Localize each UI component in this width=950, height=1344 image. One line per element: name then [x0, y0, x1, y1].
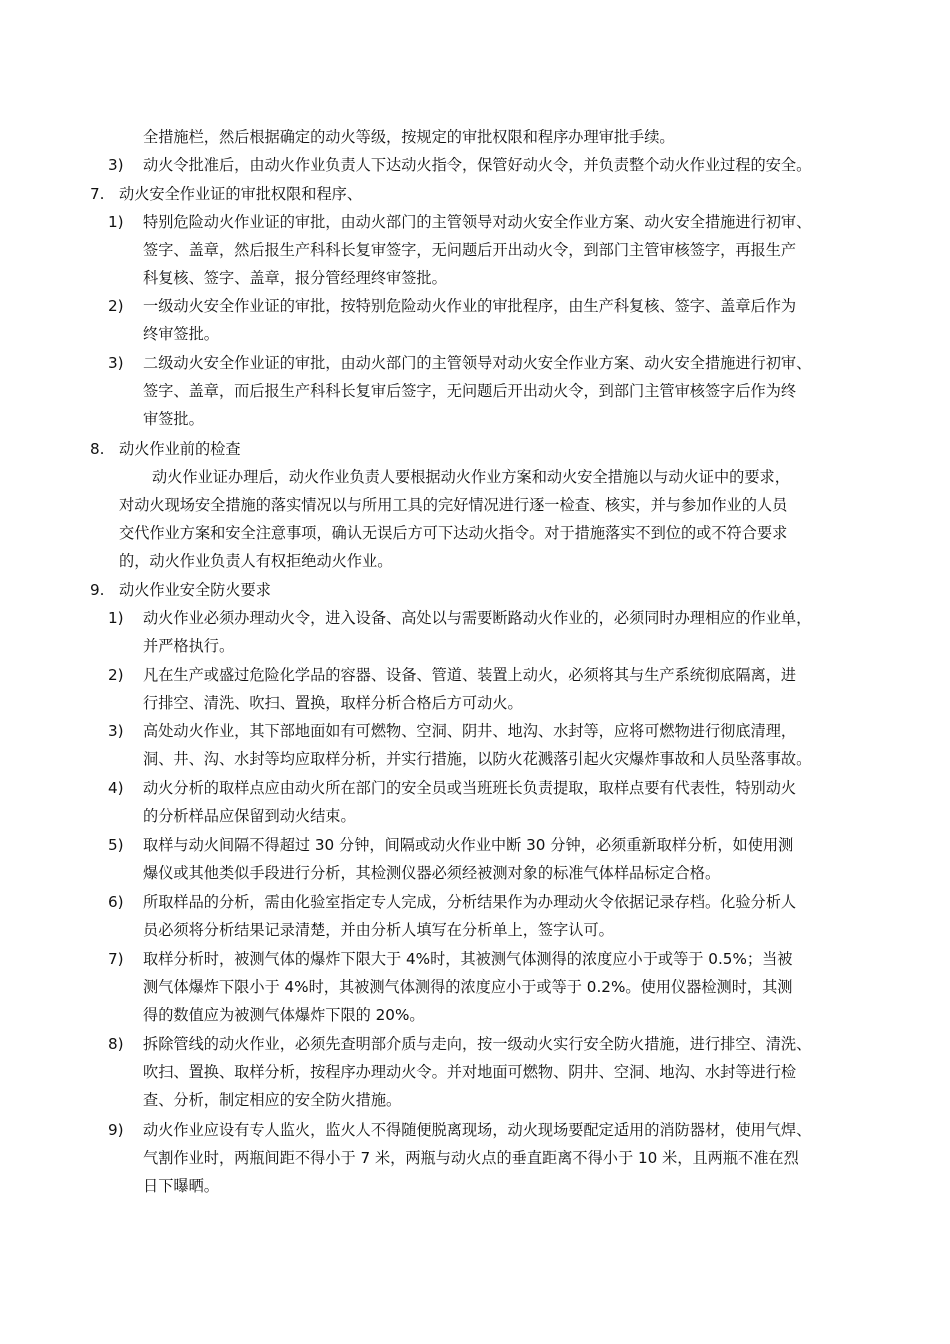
section-heading: 动火安全作业证的审批权限和程序、 [119, 185, 362, 203]
paragraph-line: 对动火现场安全措施的落实情况以与所用工具的完好情况进行逐一检查、核实，并与参加作业的人员 [119, 496, 788, 514]
paragraph-line: 科复核、签字、盖章，报分管经理终审签批。 [143, 269, 447, 287]
list-number: 2) [108, 666, 124, 684]
list-number: 3) [108, 156, 124, 174]
paragraph-line: 员必须将分析结果记录清楚，并由分析人填写在分析单上，签字认可。 [143, 921, 614, 939]
paragraph-line: 爆仪或其他类似手段进行分析，其检测仪器必须经被测对象的标准气体样品标定合格。 [143, 864, 721, 882]
list-number: 3) [108, 722, 124, 740]
paragraph-line: 高处动火作业，其下部地面如有可燃物、空洞、阴井、地沟、水封等，应将可燃物进行彻底清理， [143, 722, 797, 740]
list-number: 1) [108, 213, 124, 231]
paragraph-line: 吹扫、置换、取样分析，按程序办理动火令。并对地面可燃物、阴井、空洞、地沟、水封等进行检 [143, 1063, 797, 1081]
list-number: 6) [108, 893, 124, 911]
list-number: 1) [108, 609, 124, 627]
paragraph-line: 动火作业应设有专人监火，监火人不得随便脱离现场，动火现场要配定适用的消防器材，使用气焊、 [143, 1121, 812, 1139]
paragraph-line: 一级动火安全作业证的审批，按特别危险动火作业的审批程序，由生产科复核、签字、盖章后作为 [143, 297, 797, 315]
paragraph-line: 动火令批准后，由动火作业负责人下达动火指令，保管好动火令，并负责整个动火作业过程的安全。 [143, 156, 812, 174]
section-number: 9. [90, 581, 105, 599]
section-heading: 动火作业安全防火要求 [119, 581, 271, 599]
paragraph-line: 全措施栏，然后根据确定的动火等级，按规定的审批权限和程序办理审批手续。 [143, 128, 675, 146]
paragraph-line: 特别危险动火作业证的审批，由动火部门的主管领导对动火安全作业方案、动火安全措施进行初审、 [143, 213, 812, 231]
paragraph-line: 审签批。 [143, 410, 204, 428]
paragraph-line: 气割作业时，两瓶间距不得小于 7 米，两瓶与动火点的垂直距离不得小于 10 米，且两瓶不准在烈 [143, 1149, 799, 1167]
paragraph-line: 交代作业方案和安全注意事项，确认无误后方可下达动火指令。对于措施落实不到位的或不符合要求 [119, 524, 788, 542]
paragraph-line: 签字、盖章，然后报生产科科长复审签字，无问题后开出动火令，到部门主管审核签字，再报生产 [143, 241, 797, 259]
paragraph-line: 所取样品的分析，需由化验室指定专人完成，分析结果作为办理动火令依据记录存档。化验分析人 [143, 893, 797, 911]
section-heading: 动火作业前的检查 [119, 440, 241, 458]
paragraph-line: 测气体爆炸下限小于 4%时，其被测气体测得的浓度应小于或等于 0.2%。使用仪器检测时，其测 [143, 978, 793, 996]
paragraph-line: 二级动火安全作业证的审批，由动火部门的主管领导对动火安全作业方案、动火安全措施进行初审、 [143, 354, 812, 372]
paragraph-line: 动火作业证办理后，动火作业负责人要根据动火作业方案和动火安全措施以与动火证中的要求， [152, 468, 790, 486]
list-number: 7) [108, 950, 124, 968]
paragraph-line: 的分析样品应保留到动火结束。 [143, 807, 356, 825]
paragraph-line: 拆除管线的动火作业，必须先查明部介质与走向，按一级动火实行安全防火措施，进行排空、清洗、 [143, 1035, 812, 1053]
section-number: 8. [90, 440, 105, 458]
paragraph-line: 动火分析的取样点应由动火所在部门的安全员或当班班长负责提取，取样点要有代表性，特别动火 [143, 779, 797, 797]
paragraph-line: 并严格执行。 [143, 637, 235, 655]
paragraph-line: 查、分析，制定相应的安全防火措施。 [143, 1091, 402, 1109]
paragraph-line: 取样分析时，被测气体的爆炸下限大于 4%时，其被测气体测得的浓度应小于或等于 0.5%；当被 [143, 950, 793, 968]
paragraph-line: 签字、盖章，而后报生产科科长复审后签字，无问题后开出动火令，到部门主管审核签字后作为终 [143, 382, 797, 400]
list-number: 4) [108, 779, 124, 797]
list-number: 8) [108, 1035, 124, 1053]
paragraph-line: 行排空、清洗、吹扫、置换，取样分析合格后方可动火。 [143, 694, 523, 712]
paragraph-line: 终审签批。 [143, 325, 219, 343]
paragraph-line: 洞、井、沟、水封等均应取样分析，并实行措施，以防火花溅落引起火灾爆炸事故和人员坠落事故。 [143, 750, 812, 768]
paragraph-line: 取样与动火间隔不得超过 30 分钟，间隔或动火作业中断 30 分钟，必须重新取样分析，如使用测 [143, 836, 794, 854]
section-number: 7. [90, 185, 105, 203]
paragraph-line: 得的数值应为被测气体爆炸下限的 20%。 [143, 1006, 425, 1024]
paragraph-line: 的，动火作业负责人有权拒绝动火作业。 [119, 552, 393, 570]
list-number: 3) [108, 354, 124, 372]
list-number: 2) [108, 297, 124, 315]
paragraph-line: 动火作业必须办理动火令，进入设备、高处以与需要断路动火作业的，必须同时办理相应的作业单， [143, 609, 812, 627]
paragraph-line: 凡在生产或盛过危险化学品的容器、设备、管道、装置上动火，必须将其与生产系统彻底隔离，进 [143, 666, 797, 684]
list-number: 5) [108, 836, 124, 854]
paragraph-line: 日下曝晒。 [143, 1177, 219, 1195]
list-number: 9) [108, 1121, 124, 1139]
